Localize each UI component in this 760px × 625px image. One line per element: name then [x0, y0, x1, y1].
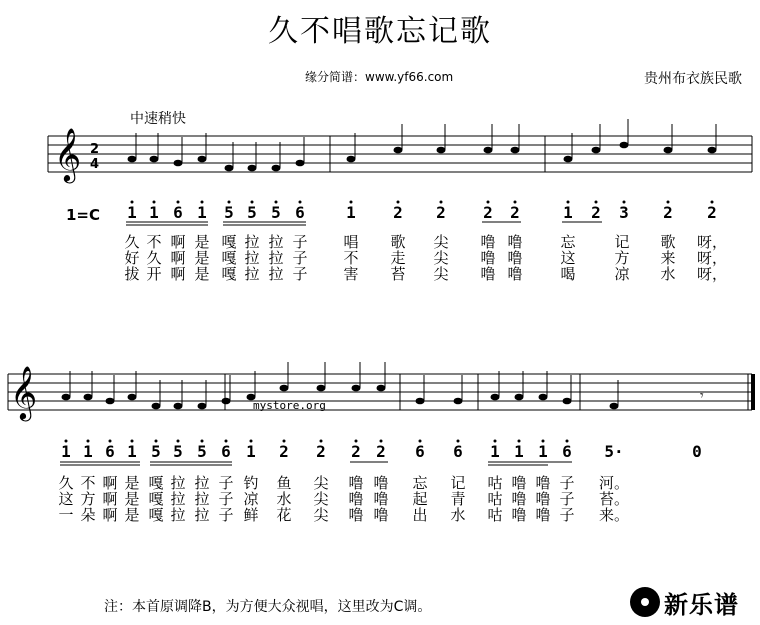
site-logo: [630, 584, 739, 620]
octave-dot: [153, 201, 156, 204]
lyric-char: 呀，: [696, 265, 728, 283]
lyric-char: 歌: [390, 233, 406, 251]
lyric-char: 不: [80, 474, 96, 492]
lyric-char: 鲜: [243, 506, 259, 524]
octave-dot: [299, 201, 302, 204]
lyric-char: 尖: [313, 506, 329, 524]
lyric-char: 拉: [268, 249, 284, 267]
jianpu-note: 2: [483, 203, 493, 222]
lyric-char: 拉: [268, 265, 284, 283]
lyric-char: 朵: [80, 506, 96, 524]
jianpu-note: 2: [393, 203, 403, 222]
octave-dot: [397, 201, 400, 204]
lyric-char: 子: [292, 249, 308, 267]
octave-dot: [487, 201, 490, 204]
lyric-char: 苔: [390, 265, 406, 283]
lyric-char: 呀，: [696, 249, 728, 267]
jianpu-note: 6: [173, 203, 183, 222]
lyric-char: 嘎: [148, 490, 164, 508]
lyric-char: 忘: [412, 474, 428, 492]
octave-dot: [440, 201, 443, 204]
lyric-char: 水: [450, 506, 466, 524]
octave-dot: [457, 440, 460, 443]
lyric-char: 这: [560, 249, 576, 267]
lyric-char: 久: [146, 249, 162, 267]
octave-dot: [201, 440, 204, 443]
lyric-char: 尖: [433, 233, 449, 251]
lyric-char: 嘎: [148, 506, 164, 524]
lyric-char: 咕: [487, 506, 503, 524]
octave-dot: [177, 201, 180, 204]
jianpu-note: 1: [127, 442, 137, 461]
octave-dot: [355, 440, 358, 443]
lyric-char: 是: [124, 506, 140, 524]
lyric-char: 喝: [560, 265, 576, 283]
key-signature: 1=C: [66, 206, 101, 224]
jianpu-note: 1: [514, 442, 524, 461]
lyric-char: 害: [343, 265, 359, 283]
lyric-char: 尖: [313, 474, 329, 492]
lyric-char: 好: [124, 249, 140, 267]
lyric-char: 噜: [507, 249, 523, 267]
lyric-char: 子: [292, 265, 308, 283]
octave-dot: [201, 201, 204, 204]
jianpu-note: 0: [692, 442, 702, 461]
lyric-char: 久: [58, 474, 74, 492]
lyric-char: 一: [58, 506, 74, 524]
lyric-char: 拉: [268, 233, 284, 251]
lyric-char: 鱼: [276, 474, 292, 492]
jianpu-note: 6: [221, 442, 231, 461]
jianpu-note: 5: [247, 203, 257, 222]
octave-dot: [283, 440, 286, 443]
lyric-char: 噜: [511, 506, 527, 524]
lyric-char: 嘎: [148, 474, 164, 492]
octave-dot: [419, 440, 422, 443]
lyric-char: 啊: [170, 233, 186, 251]
lyric-char: 忘: [560, 233, 576, 251]
lyric-char: 咕: [487, 474, 503, 492]
octave-dot: [667, 201, 670, 204]
jianpu-note: 1: [61, 442, 71, 461]
lyric-char: 不: [343, 249, 359, 267]
octave-dot: [623, 201, 626, 204]
lyric-char: 噜: [480, 233, 496, 251]
lyric-char: 噜: [480, 265, 496, 283]
octave-dot: [250, 440, 253, 443]
octave-dot: [155, 440, 158, 443]
lyric-char: 嘎: [221, 249, 237, 267]
lyric-char: 噜: [535, 490, 551, 508]
lyric-char: 唱: [343, 233, 359, 251]
jianpu-note: 2: [707, 203, 717, 222]
lyric-char: 走: [390, 249, 406, 267]
lyric-char: 噜: [511, 490, 527, 508]
lyric-char: 不: [146, 233, 162, 251]
lyric-char: 噜: [535, 474, 551, 492]
lyric-char: 青: [450, 490, 466, 508]
source-credit: 缘分简谱：www.yf66.com: [305, 70, 454, 84]
jianpu-note: 1: [149, 203, 159, 222]
lyric-char: 来: [660, 249, 676, 267]
octave-dot: [251, 201, 254, 204]
lyric-char: 这: [58, 490, 74, 508]
lyric-char: 方: [80, 490, 96, 508]
song-genre: 贵州布衣族民歌: [644, 71, 742, 87]
lyric-char: 拉: [244, 233, 260, 251]
octave-dot: [350, 201, 353, 204]
octave-dot: [711, 201, 714, 204]
lyric-char: 噜: [480, 249, 496, 267]
octave-dot: [380, 440, 383, 443]
lyric-char: 开: [146, 265, 162, 283]
octave-dot: [275, 201, 278, 204]
octave-dot: [542, 440, 545, 443]
lyric-char: 噜: [373, 490, 389, 508]
lyric-char: 噜: [507, 265, 523, 283]
lyric-char: 苔。: [598, 490, 630, 508]
lyric-char: 噜: [348, 506, 364, 524]
lyric-char: 花: [276, 506, 292, 524]
lyric-char: 是: [194, 233, 210, 251]
jianpu-note: 2: [351, 442, 361, 461]
lyric-char: 拉: [244, 249, 260, 267]
jianpu-note: 6: [562, 442, 572, 461]
octave-dot: [177, 440, 180, 443]
lyric-char: 拉: [170, 474, 186, 492]
lyric-char: 子: [218, 490, 234, 508]
lyric-char: 啊: [102, 506, 118, 524]
lyric-char: 子: [218, 506, 234, 524]
song-title: 久不唱歌忘记歌: [268, 14, 492, 49]
lyric-char: 呀，: [696, 233, 728, 251]
tempo-marking: 中速稍快: [130, 111, 186, 127]
lyric-char: 出: [412, 506, 428, 524]
octave-dot: [320, 440, 323, 443]
octave-dot: [514, 201, 517, 204]
lyric-char: 久: [124, 233, 140, 251]
jianpu-note: 3: [619, 203, 629, 222]
lyric-char: 来。: [598, 506, 630, 524]
lyric-char: 子: [559, 490, 575, 508]
lyric-char: 噜: [535, 506, 551, 524]
lyric-char: 噜: [373, 506, 389, 524]
lyric-char: 钓: [243, 474, 259, 492]
lyric-char: 凉: [243, 490, 259, 508]
jianpu-note: 5: [271, 203, 281, 222]
lyric-char: 子: [559, 506, 575, 524]
octave-dot: [567, 201, 570, 204]
lyric-char: 子: [559, 474, 575, 492]
jianpu-note: 5: [197, 442, 207, 461]
lyric-char: 噜: [507, 233, 523, 251]
watermark: mystore.org: [253, 399, 326, 412]
lyric-char: 拉: [170, 506, 186, 524]
lyric-char: 拔: [124, 265, 140, 283]
jianpu-note: 1: [83, 442, 93, 461]
jianpu-note: 6: [453, 442, 463, 461]
jianpu-note: 1: [197, 203, 207, 222]
svg-text:4: 4: [90, 157, 100, 172]
lyric-char: 尖: [313, 490, 329, 508]
jianpu-note: 1: [346, 203, 356, 222]
lyric-char: 尖: [433, 249, 449, 267]
octave-dot: [131, 201, 134, 204]
jianpu-note: 5: [173, 442, 183, 461]
octave-dot: [494, 440, 497, 443]
jianpu-note: 5·: [604, 442, 624, 461]
jianpu-note: 6: [295, 203, 305, 222]
lyric-char: 是: [124, 490, 140, 508]
record-icon: [630, 587, 660, 617]
lyric-char: 啊: [102, 490, 118, 508]
logo-text: 新乐谱: [664, 590, 739, 619]
octave-dot: [518, 440, 521, 443]
lyric-char: 记: [450, 474, 466, 492]
octave-dot: [87, 440, 90, 443]
octave-dot: [65, 440, 68, 443]
jianpu-note: 5: [224, 203, 234, 222]
lyric-char: 拉: [244, 265, 260, 283]
lyric-char: 嘎: [221, 233, 237, 251]
lyric-char: 子: [218, 474, 234, 492]
octave-dot: [109, 440, 112, 443]
jianpu-note: 1: [127, 203, 137, 222]
lyric-char: 啊: [170, 249, 186, 267]
lyric-char: 凉: [614, 265, 630, 283]
jianpu-note: 1: [538, 442, 548, 461]
lyric-char: 拉: [194, 506, 210, 524]
lyric-char: 歌: [660, 233, 676, 251]
lyric-char: 噜: [348, 490, 364, 508]
lyric-char: 是: [124, 474, 140, 492]
lyric-char: 起: [412, 490, 428, 508]
lyric-char: 是: [194, 249, 210, 267]
svg-text:2: 2: [90, 142, 100, 157]
svg-text:𝄞: 𝄞: [10, 365, 38, 419]
jianpu-note: 2: [279, 442, 289, 461]
lyric-char: 拉: [194, 490, 210, 508]
lyric-char: 子: [292, 233, 308, 251]
lyric-char: 河。: [598, 474, 630, 492]
lyric-char: 水: [660, 265, 676, 283]
jianpu-note: 5: [151, 442, 161, 461]
lyric-char: 嘎: [221, 265, 237, 283]
svg-text:𝄞: 𝄞: [54, 127, 82, 181]
lyric-char: 方: [614, 249, 630, 267]
lyric-char: 拉: [170, 490, 186, 508]
svg-text:𝄾: 𝄾: [700, 388, 704, 404]
lyric-char: 拉: [194, 474, 210, 492]
lyric-char: 噜: [373, 474, 389, 492]
lyric-char: 是: [194, 265, 210, 283]
jianpu-note: 2: [591, 203, 601, 222]
lyric-char: 咕: [487, 490, 503, 508]
octave-dot: [566, 440, 569, 443]
jianpu-note: 1: [563, 203, 573, 222]
lyric-char: 噜: [348, 474, 364, 492]
lyric-char: 啊: [102, 474, 118, 492]
octave-dot: [225, 440, 228, 443]
lyric-char: 记: [614, 233, 630, 251]
jianpu-note: 2: [663, 203, 673, 222]
jianpu-note: 2: [510, 203, 520, 222]
jianpu-note: 1: [246, 442, 256, 461]
octave-dot: [228, 201, 231, 204]
jianpu-note: 2: [316, 442, 326, 461]
lyric-char: 啊: [170, 265, 186, 283]
jianpu-note: 1: [490, 442, 500, 461]
octave-dot: [595, 201, 598, 204]
footnote: 注：本首原调降B，为方便大众视唱，这里改为C调。: [104, 599, 432, 615]
jianpu-note: 6: [415, 442, 425, 461]
lyric-char: 水: [276, 490, 292, 508]
jianpu-note: 2: [376, 442, 386, 461]
jianpu-note: 2: [436, 203, 446, 222]
octave-dot: [131, 440, 134, 443]
lyric-char: 尖: [433, 265, 449, 283]
lyric-char: 噜: [511, 474, 527, 492]
jianpu-note: 6: [105, 442, 115, 461]
